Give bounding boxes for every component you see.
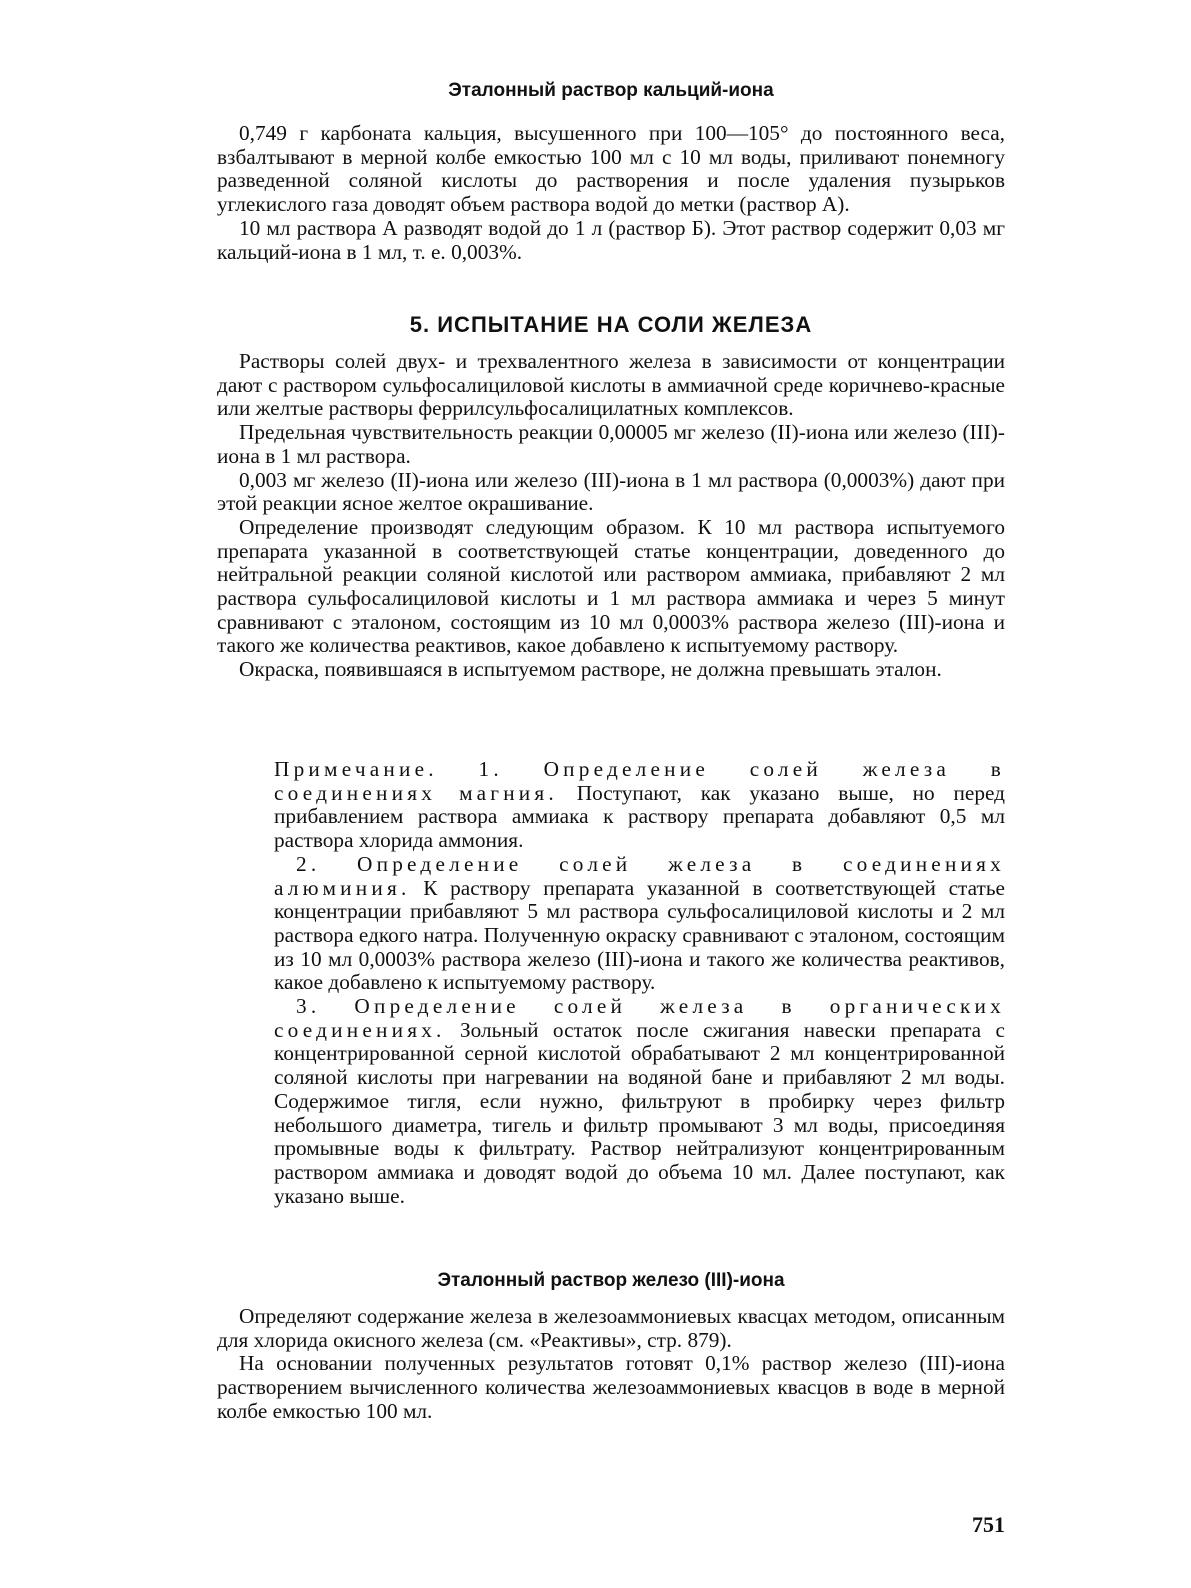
calcium-paragraph-1: 0,749 г карбоната кальция, высушенного при 100—105° до постоянного веса, взбалтывают в мерной колбе емкостью 100 мл с 10 мл воды, приливают понемногу разведенной соляной кислоты до растворения и после удаления пузырьков углекислого газа доводят объем раствора водой до метки (раствор А). — [217, 121, 1005, 217]
note-magnesium-lead: Примечание. 1. Определение солей железа в соединениях магния. — [274, 757, 1005, 805]
sensitivity-paragraph: Предельная чувствительность реакции 0,00005 мг железо (II)-иона или железо (III)-иона в 1 мл раствора. — [217, 420, 1005, 468]
note-organic — [274, 995, 1005, 1208]
procedure-paragraph: Определение производят следующим образом. К 10 мл раствора испытуемого препарата указанной в соответствующей статье концентрации, доведенного до нейтральной реакции соляной кислотой или раствором аммиака, прибавляют 2 мл раствора сульфосалициловой кислоты и 1 мл раствора аммиака и через 5 минут сравнивают с эталоном, состоящим из 10 мл 0,0003% раствора железо (III)-иона и такого же количества реактивов, какое добавлено к испытуемому раствору. — [217, 514, 1005, 658]
section-5-text-block — [217, 350, 1005, 682]
section-5-heading: 5. ИСПЫТАНИЕ НА СОЛИ ЖЕЛЕЗА — [409, 312, 813, 337]
yellow-color-paragraph: 0,003 мг железо (II)-иона или железо (III)-иона в 1 мл раствора (0,0003%) дают при этой реакции ясное желтое окрашивание. — [217, 467, 1005, 516]
iron-standard-text-block — [217, 1305, 1005, 1424]
calcium-text-block — [217, 122, 1005, 264]
note-aluminium-text: К раствору препарата указанной в соответствующей статье концентрации прибавляют 5 мл раствора сульфосалициловой кислоты и 2 мл раствора едкого натра. Полученную окраску сравнивают с эталоном, состоящим из 10 мл 0,0003% раствора железо (III)-иона и такого же количества реактивов, какое добавлено к испытуемому раствору. — [274, 875, 1005, 995]
note-organic-text: Зольный остаток после сжигания навески препарата с концентрированной серной кислотой обрабатывают 2 мл концентрированной соляной кислоты при нагревании на водяной бане и прибавляют 2 мл воды. Содержимое тигля, если нужно, фильтруют в пробирку через фильтр небольшого диаметра, тигель и фильтр промывают 3 мл воды, присоединяя промывные воды к фильтрату. Раствор нейтрализуют концентрированным раствором аммиака и доводят водой до объема 10 мл. Далее поступают, как указано выше. — [274, 1017, 1005, 1208]
iron-standard-heading-block — [217, 1268, 1005, 1294]
iron-preparation-paragraph: На основании полученных результатов готовят 0,1% раствор железо (III)-иона растворением вычисленного количества железоаммониевых квасцов в воде в мерной колбе емкостью 100 мл. — [217, 1351, 1005, 1423]
iron-intro-paragraph: Растворы солей двух- и трехвалентного железа в зависимости от концентрации дают с раствором сульфосалициловой кислоты в аммиачной среде коричнево-красные или желтые растворы феррилсульфосалицилатных комплексов. — [217, 349, 1005, 421]
note-magnesium — [274, 758, 1005, 853]
calcium-standard-heading: Эталонный раствор кальций-иона — [448, 80, 774, 101]
color-limit-paragraph: Окраска, появившаяся в испытуемом растворе, не должна превышать эталон. — [239, 657, 942, 682]
calcium-standard-block — [217, 78, 1005, 104]
note-aluminium — [274, 853, 1005, 995]
iron-determination-paragraph: Определяют содержание железа в железоаммониевых квасцах методом, описанным для хлорида окисного железа (см. «Реактивы», стр. 879). — [217, 1304, 1005, 1352]
page-number: 751 — [972, 1512, 1005, 1537]
section-5-heading-block — [217, 310, 1005, 340]
notes-block — [274, 758, 1005, 1208]
calcium-paragraph-2: 10 мл раствора А разводят водой до 1 л (раствор Б). Этот раствор содержит 0,03 мг кальций-иона в 1 мл, т. е. 0,003%. — [217, 215, 1005, 264]
note-aluminium-lead: 2. Определение солей железа в соединениях алюминия. — [274, 851, 1005, 900]
iron-standard-heading: Эталонный раствор железо (III)-иона — [437, 1270, 785, 1291]
note-organic-lead: 3. Определение солей железа в органических соединениях. — [274, 994, 1005, 1042]
note-magnesium-text: Поступают, как указано выше, но перед прибавлением раствора аммиака к раствору препарата добавляют 0,5 мл раствора хлорида аммония. — [274, 780, 1006, 853]
